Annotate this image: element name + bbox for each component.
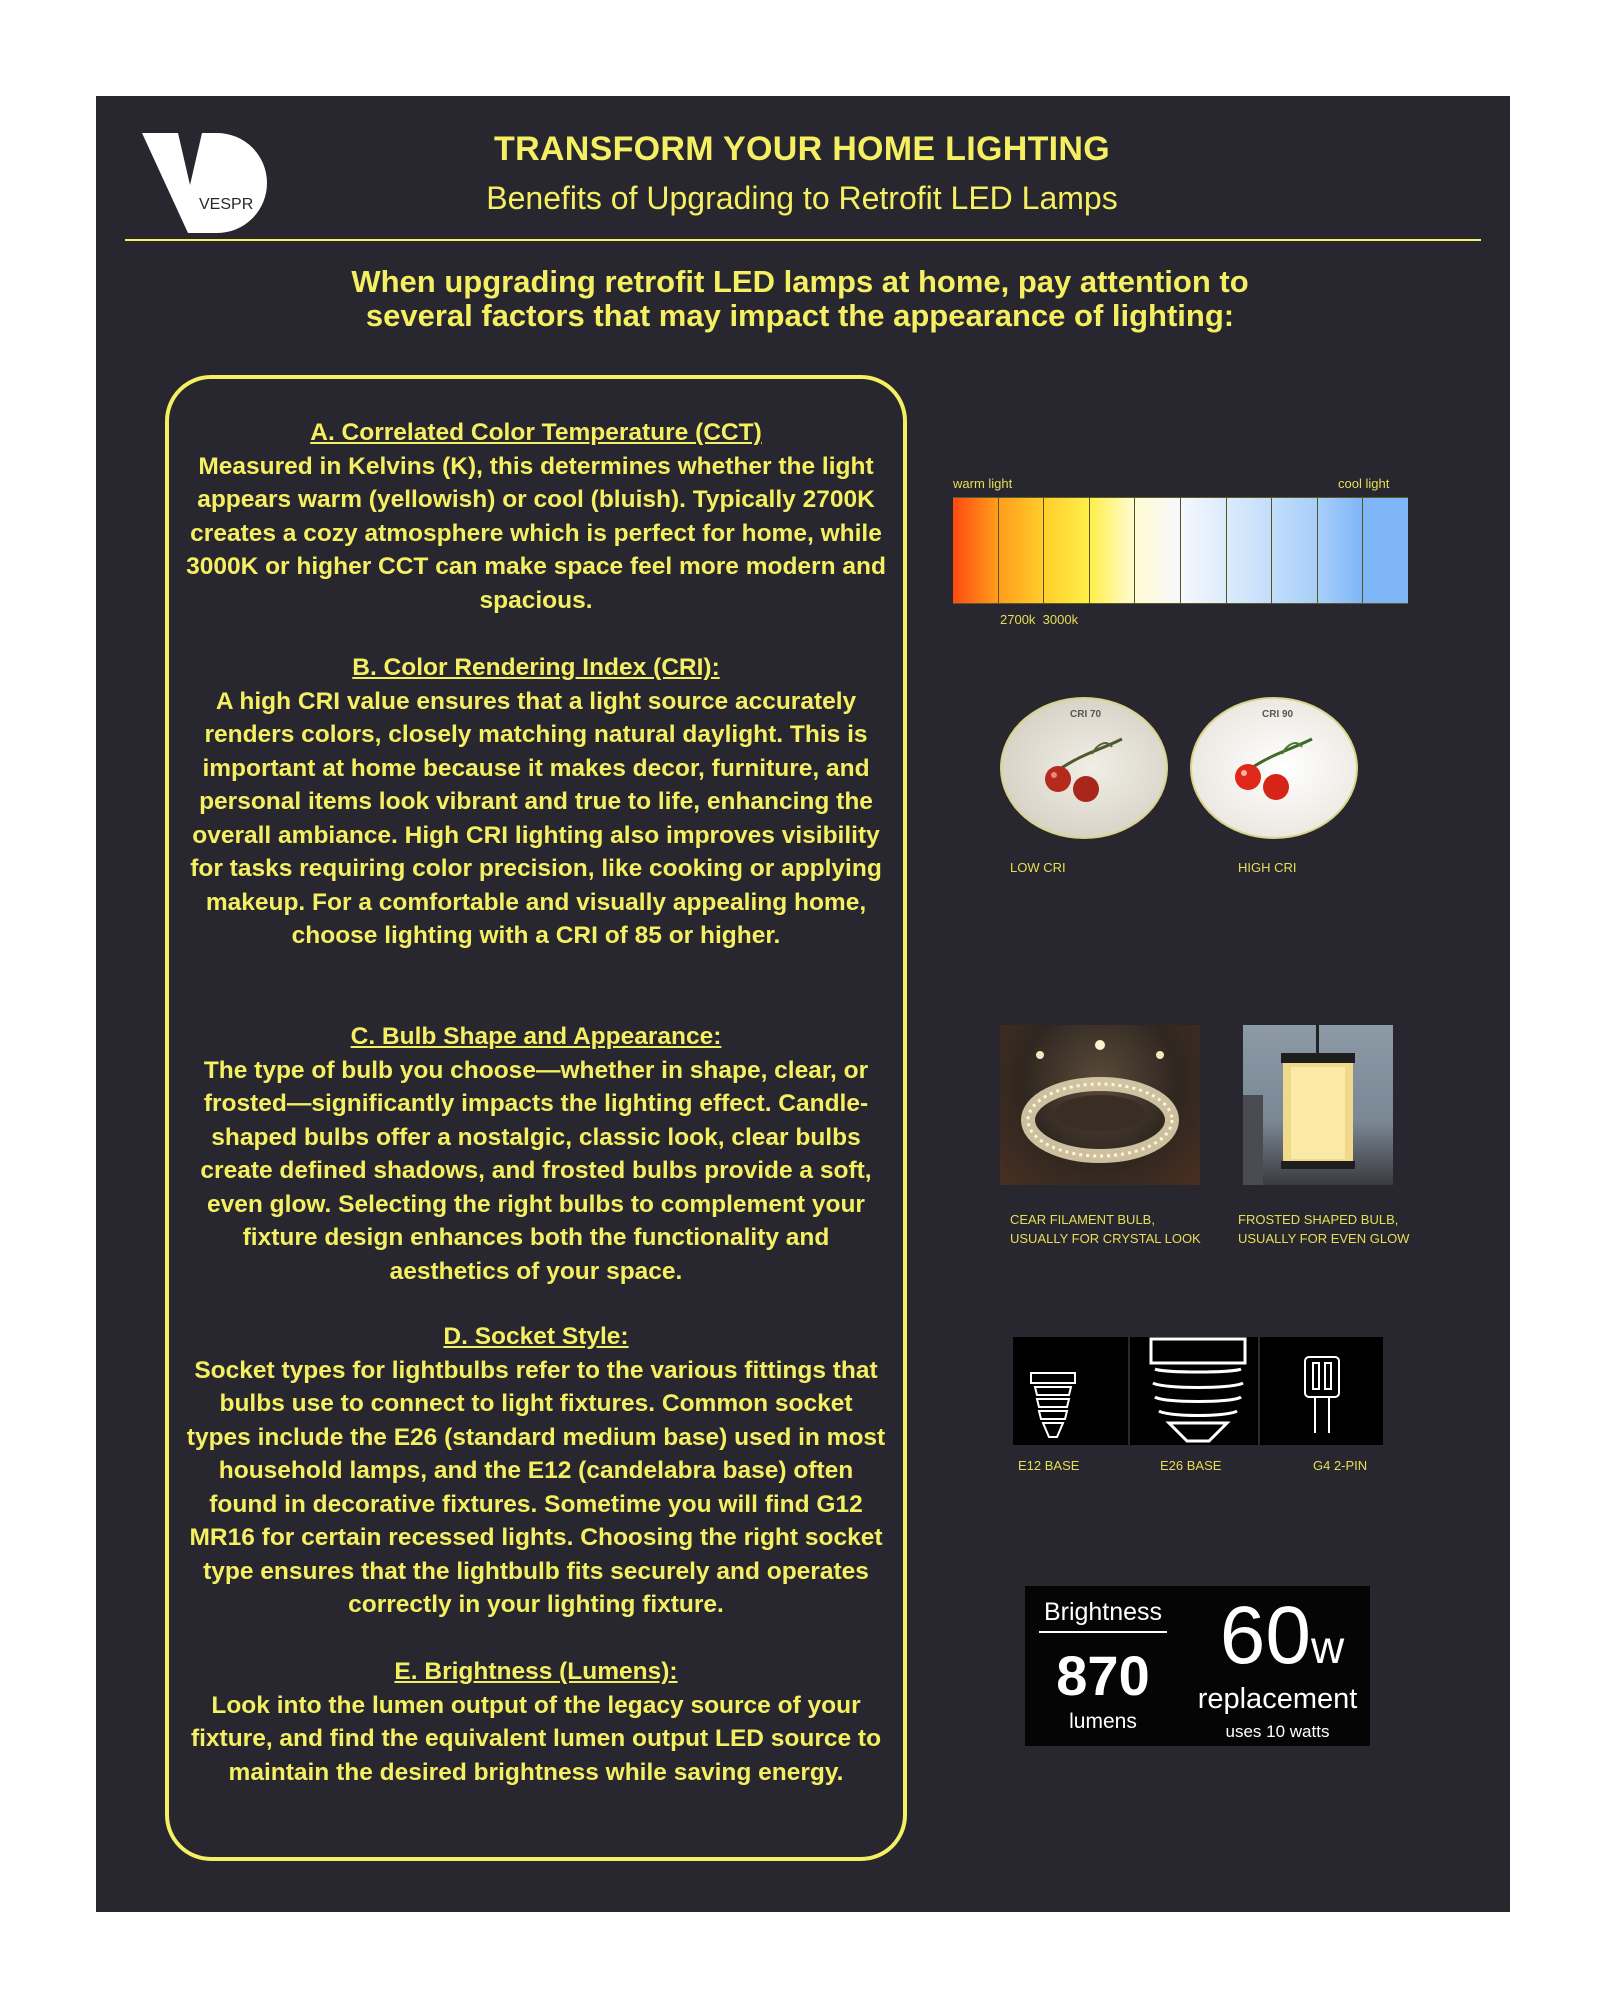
cct-segment <box>1135 498 1181 603</box>
section-socket <box>185 1320 887 1622</box>
pendant-illustration <box>1243 1025 1393 1185</box>
section-cct <box>185 416 887 617</box>
frosted-bulb-caption: FROSTED SHAPED BULB, USUALLY FOR EVEN GLOW <box>1238 1212 1410 1246</box>
high-cri-plate-image <box>1190 697 1358 839</box>
cct-segment <box>1044 498 1090 603</box>
watt-equivalence <box>1197 1590 1367 1681</box>
high-cri-badge: CRI 90 <box>1262 709 1294 720</box>
brightness-rule <box>1039 1631 1167 1633</box>
logo-text: VESPR <box>199 196 254 213</box>
page-subtitle: Benefits of Upgrading to Retrofit LED Lamps <box>486 180 1118 216</box>
low-cri-caption: LOW CRI <box>1010 860 1066 875</box>
section-body: Measured in Kelvins (K), this determines whether the light appears warm (yellowish) or cool (bluish). Typically 2700K creates a cozy atmosphere which is perfect for home, while 3000K or higher CCT can make space feel more modern and spacious. <box>186 452 886 614</box>
low-cri-plate-image <box>1000 697 1168 839</box>
low-cri-badge: CRI 70 <box>1070 709 1102 720</box>
lumens-block <box>1025 1586 1181 1746</box>
section-brightness <box>185 1655 887 1789</box>
brightness-label-panel <box>1025 1586 1370 1746</box>
socket-types-image <box>1013 1337 1383 1445</box>
g4-caption: G4 2-PIN <box>1313 1458 1368 1473</box>
cct-segment <box>953 498 999 603</box>
chandelier-photo <box>1000 1025 1200 1185</box>
brightness-label: Brightness <box>1043 1598 1163 1626</box>
replacement-text: replacement <box>1197 1683 1358 1715</box>
chandelier-illustration <box>1000 1025 1200 1185</box>
uses-watts-text: uses 10 watts <box>1225 1722 1330 1741</box>
section-body: Socket types for lightbulbs refer to the various fittings that bulbs use to connect to light fixtures. Common socket types include the E26 (standard medium base) used in most household lamps, and the E12 (candelabra base) often found in decorative fixtures. Sometime you will find G12 MR16 for certain recessed lights. Choosing the right socket type ensures that the lightbulb fits securely and operates correctly in your lighting fixture. <box>186 1356 886 1618</box>
socket-illustrations <box>1013 1337 1383 1445</box>
section-heading: C. Bulb Shape and Appearance: <box>350 1023 722 1050</box>
lumens-unit: lumens <box>1069 1710 1137 1733</box>
high-cri-caption: HIGH CRI <box>1238 860 1297 875</box>
section-body: A high CRI value ensures that a light source accurately renders colors, closely matching natural daylight. This is important at home because it makes decor, furniture, and personal items look vibrant and true to life, enhancing the overall ambiance. High CRI lighting also improves visibility for tasks requiring color precision, like cooking or applying makeup. For a comfortable and visually appealing home, choose lighting with a CRI of 85 or higher. <box>190 687 882 949</box>
warm-light-label: warm light <box>953 476 1013 491</box>
section-body: Look into the lumen output of the legacy source of your fixture, and find the equivalent lumen output LED source to maintain the desired brightness while saving energy. <box>190 1691 882 1786</box>
intro-line-1: When upgrading retrofit LED lamps at home, pay attention to <box>351 264 1249 299</box>
cct-segment <box>1227 498 1273 603</box>
cct-segment <box>1181 498 1227 603</box>
section-heading: D. Socket Style: <box>443 1323 629 1350</box>
cct-color-scale <box>953 497 1408 604</box>
section-bulb-shape <box>185 1020 887 1288</box>
lumens-value: 870 <box>1056 1644 1150 1707</box>
pendant-photo <box>1243 1025 1393 1185</box>
intro-line-2: several factors that may impact the appearance of lighting: <box>365 298 1235 333</box>
cct-tick-labels: 2700k 3000k <box>1000 612 1079 627</box>
intro-text <box>300 265 1300 333</box>
cct-segment <box>1272 498 1318 603</box>
tomato-illustration <box>1192 699 1358 839</box>
section-heading: B. Color Rendering Index (CRI): <box>352 654 720 681</box>
section-heading: A. Correlated Color Temperature (CCT) <box>310 419 762 446</box>
cct-segment <box>999 498 1045 603</box>
cool-light-label: cool light <box>1338 476 1390 491</box>
page-title: TRANSFORM YOUR HOME LIGHTING <box>494 130 1110 168</box>
cct-segment <box>1363 498 1408 603</box>
watt-unit: w <box>1310 1621 1345 1673</box>
e26-caption: E26 BASE <box>1160 1458 1222 1473</box>
section-cri <box>185 651 887 953</box>
tomato-illustration <box>1002 699 1168 839</box>
e12-caption: E12 BASE <box>1018 1458 1080 1473</box>
section-heading: E. Brightness (Lumens): <box>394 1658 678 1685</box>
header-divider <box>125 239 1481 241</box>
cct-segment <box>1318 498 1364 603</box>
watt-block <box>1185 1586 1370 1746</box>
watt-value: 60 <box>1219 1590 1311 1681</box>
cct-segment <box>1090 498 1136 603</box>
clear-bulb-caption: CEAR FILAMENT BULB, USUALLY FOR CRYSTAL LOOK <box>1010 1212 1201 1246</box>
section-body: The type of bulb you choose—whether in shape, clear, or frosted—significantly impacts the lighting effect. Candle-shaped bulbs offer a nostalgic, classic look, clear bulbs create defined shadows, and frosted bulbs provide a soft, even glow. Selecting the right bulbs to complement your fixture design enhances both the functionality and aesthetics of your space. <box>200 1056 872 1285</box>
